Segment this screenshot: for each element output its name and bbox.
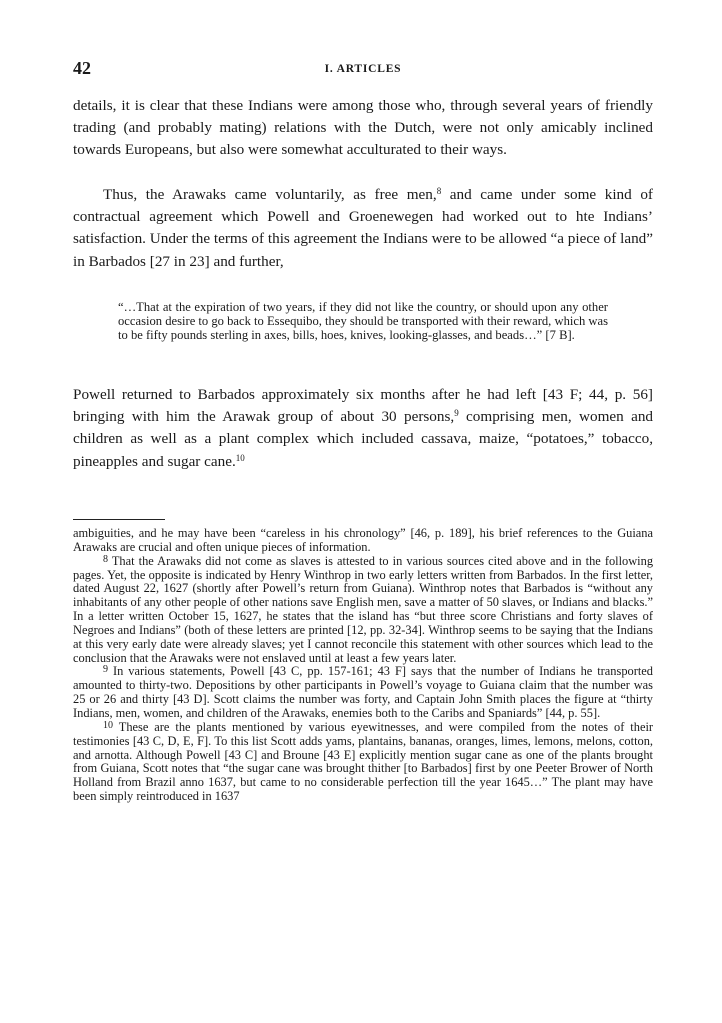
footnote-ref-8: 8 <box>436 186 442 196</box>
footnote-9 <box>73 665 653 720</box>
footnote-ref-10: 10 <box>235 452 245 463</box>
paragraph-1 <box>73 95 653 162</box>
paragraph-2-text-b: and came under some kind of contractual agreement which Powell and Groenewegen had worked out to hte Indians’ satisfaction. Under the terms of this agreement the Indians were to be allowed “a piece of land” in Barbados [27 in 23] and further, <box>73 186 653 270</box>
footnote-8-text: That the Arawaks did not come as slaves is attested to in various sources cited above and in the following pages. Yet, the opposite is indicated by Henry Winthrop in two early letters written from Barbados. In the first letter, dated August 22, 1627 (shortly after Powell’s return from Guiana). Winthrop notes that Barbados is “without any inhabitants of any other people of other nations save English men, save a matter of 50 slaves, or Indians and blacks.” In a letter written October 15, 1627, he states that the island has “but three score Christians and forty slaves of Negroes and Indians” (both of these letters are printed [12, pp. 32-34]. Winthrop seems to be saying that the Indians at this very early date were already slaves; yet I cannot reconcile this statement with other sources which lead to the conclusion that the Arawaks were not enslaved until at least a few years later. <box>73 553 654 665</box>
paragraph-1-text: details, it is clear that these Indians were among those who, through several years of friendly trading (and probably mating) relations with the Dutch, were not only amicably inclined towards Europeans, but also were somewhat acculturated to their ways. <box>73 97 653 159</box>
footnote-8 <box>73 555 653 666</box>
page-number: 42 <box>73 58 91 78</box>
page-header <box>73 58 653 80</box>
paragraph-3-text-a: Powell returned to Barbados approximately six months after he had left [43 F; 44, p. 56] bringing with him the Arawak group of about 30 persons, <box>73 386 653 426</box>
footnote-continuation: ambiguities, and he may have been “careless in his chronology” [46, p. 189], his brief references to the Guiana Arawaks are crucial and often unique pieces of information. <box>73 526 653 554</box>
footnote-9-number: 9 <box>103 664 108 676</box>
running-head: I. ARTICLES <box>324 63 402 75</box>
footnote-10 <box>73 721 653 804</box>
paragraph-2-text-a: Thus, the Arawaks came voluntarily, as free men, <box>103 186 437 203</box>
paragraph-2 <box>73 184 653 273</box>
footnote-10-number: 10 <box>103 719 113 731</box>
footnote-ref-9: 9 <box>454 408 459 419</box>
paragraph-3-text-b: comprising men, women and children as well as a plant complex which included cassava, maize, “potatoes,” tobacco, pineapples and sugar cane. <box>73 408 654 470</box>
footnotes <box>73 527 653 804</box>
footnote-9-text: In various statements, Powell [43 C, pp. 157-161; 43 F] says that the number of Indians he transported amounted to thirty-two. Depositions by other participants in Powell’s voyage to Guiana claim that the number was 25 or 26 and thirty [43 D]. Scott claims the number was forty, and Captain John Smith places the figure at “thirty Indians, men, women, and children of the Arawaks, enemies both to the Caribs and Spaniards” [44, p. 55]. <box>73 664 653 720</box>
footnote-10-text: These are the plants mentioned by various eyewitnesses, and were compiled from the notes of their testimonies [43 C, D, E, F]. To this list Scott adds yams, plantains, bananas, oranges, limes, lemons, melons, cotton, and arnotta. Although Powell [43 C] and Broune [43 E] explicitly mention sugar cane as one of the plants brought from Guiana, Scott notes that “the sugar cane was brought thither [to Barbados] first by one Peeter Brower of North Holland from Brazil anno 1637, but came to no considerable perfection till the year 1645…” The plant may have been simply reintroduced in 1637 <box>73 719 654 804</box>
block-quote: “…That at the expiration of two years, if they did not like the country, or should upon any other occasion desire to go back to Essequibo, they should be transported with their reward, which was to be fifty pounds sterling in axes, bills, hoes, knives, looking-glasses, and beads…” [7 B]. <box>118 300 608 343</box>
footnote-8-number: 8 <box>103 553 108 565</box>
footnote-divider <box>73 519 165 520</box>
paragraph-3 <box>73 384 653 473</box>
